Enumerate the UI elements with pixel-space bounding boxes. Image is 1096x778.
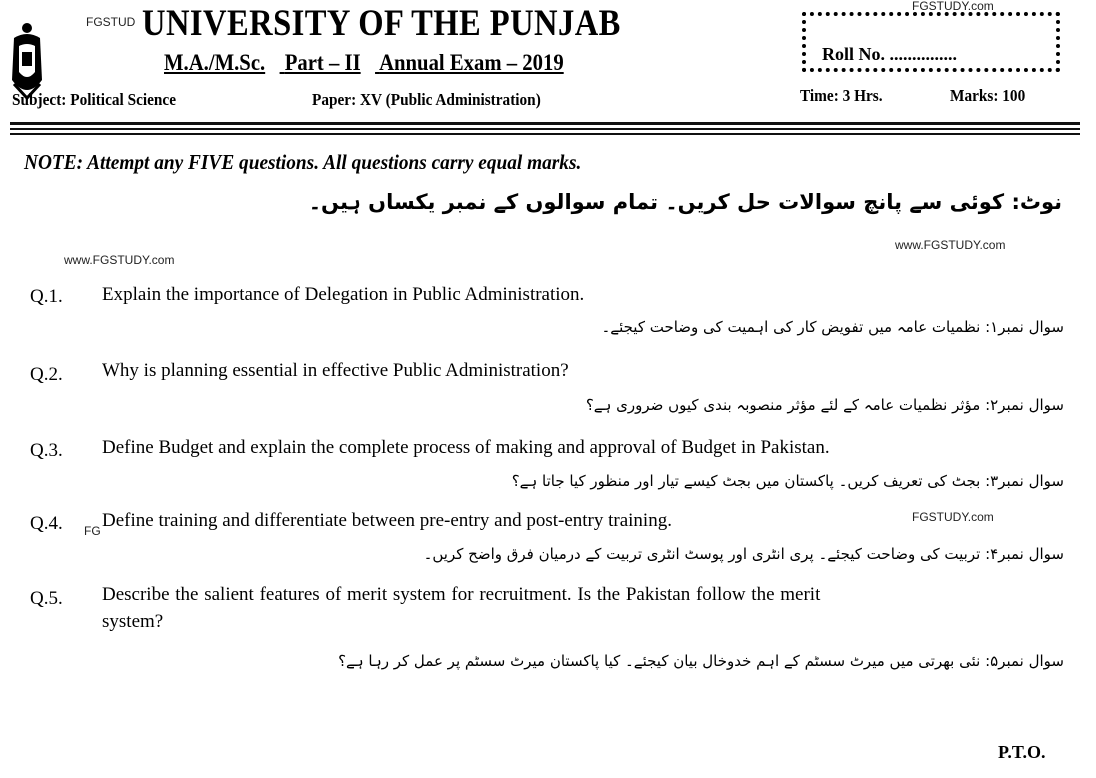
- question-number: Q.5.: [30, 588, 63, 609]
- subject: Subject: Political Science: [12, 90, 177, 109]
- time: Time: 3 Hrs.: [800, 86, 883, 105]
- divider: [10, 122, 1080, 125]
- divider: [10, 133, 1080, 135]
- watermark: www.FGSTUDY.com: [64, 253, 175, 267]
- roll-no-box: [802, 12, 1060, 72]
- question-number: Q.3.: [30, 440, 63, 461]
- divider: [10, 128, 1080, 130]
- marks: Marks: 100: [950, 86, 1026, 105]
- watermark: FGSTUDY.com: [912, 0, 994, 13]
- question-text-continued: system?: [102, 611, 164, 632]
- university-title: UNIVERSITY OF THE PUNJAB: [142, 3, 621, 44]
- question-number: Q.4.: [30, 513, 63, 534]
- part: Part – II: [284, 50, 361, 75]
- question-text: Define Budget and explain the complete process of making and approval of Budget in Pakistan.: [102, 437, 830, 458]
- note-english: NOTE: Attempt any FIVE questions. All questions carry equal marks.: [24, 150, 582, 174]
- pto-label: P.T.O.: [998, 742, 1046, 762]
- question-urdu: سوال نمبر۵: نئی بھرتی میں میرٹ سسٹم کے اہم خدوخال بیان کیجئے۔ کیا پاکستان میرٹ سسٹم پر عمل کر رہا ہے؟: [338, 652, 1064, 670]
- watermark: FG: [84, 524, 101, 538]
- note-urdu: نوٹ: کوئی سے پانچ سوالات حل کریں۔ تمام سوالوں کے نمبر یکساں ہیں۔: [308, 190, 1062, 214]
- paper: Paper: XV (Public Administration): [312, 90, 541, 109]
- question-text: Define training and differentiate between pre-entry and post-entry training.: [102, 510, 672, 531]
- watermark: FGSTUD: [86, 15, 136, 29]
- question-number: Q.1.: [30, 286, 63, 307]
- question-text: Why is planning essential in effective Public Administration?: [102, 360, 569, 381]
- question-urdu: سوال نمبر۱: نظمیات عامہ میں تفویض کار کی اہمیت کی وضاحت کیجئے۔: [601, 318, 1064, 336]
- degree: M.A./M.Sc.: [164, 50, 266, 75]
- exam-subtitle: [164, 50, 564, 76]
- roll-no-label: Roll No. ...............: [822, 44, 957, 64]
- question-text: Describe the salient features of merit system for recruitment. Is the Pakistan follow the merit: [102, 584, 821, 605]
- question-text: Explain the importance of Delegation in Public Administration.: [102, 284, 585, 305]
- question-number: Q.2.: [30, 364, 63, 385]
- watermark: www.FGSTUDY.com: [895, 238, 1006, 252]
- question-urdu: سوال نمبر۳: بجٹ کی تعریف کریں۔ پاکستان میں بجٹ کیسے تیار اور منظور کیا جاتا ہے؟: [511, 472, 1064, 490]
- question-urdu: سوال نمبر۲: مؤثر نظمیات عامہ کے لئے مؤثر منصوبہ بندی کیوں ضروری ہے؟: [585, 396, 1064, 414]
- question-urdu: سوال نمبر۴: تربیت کی وضاحت کیجئے۔ پری انٹری اور پوسٹ انٹری تربیت کے درمیان فرق واضح کریں۔: [423, 545, 1064, 563]
- exam-name: Annual Exam – 2019: [379, 50, 564, 75]
- watermark: FGSTUDY.com: [912, 510, 994, 524]
